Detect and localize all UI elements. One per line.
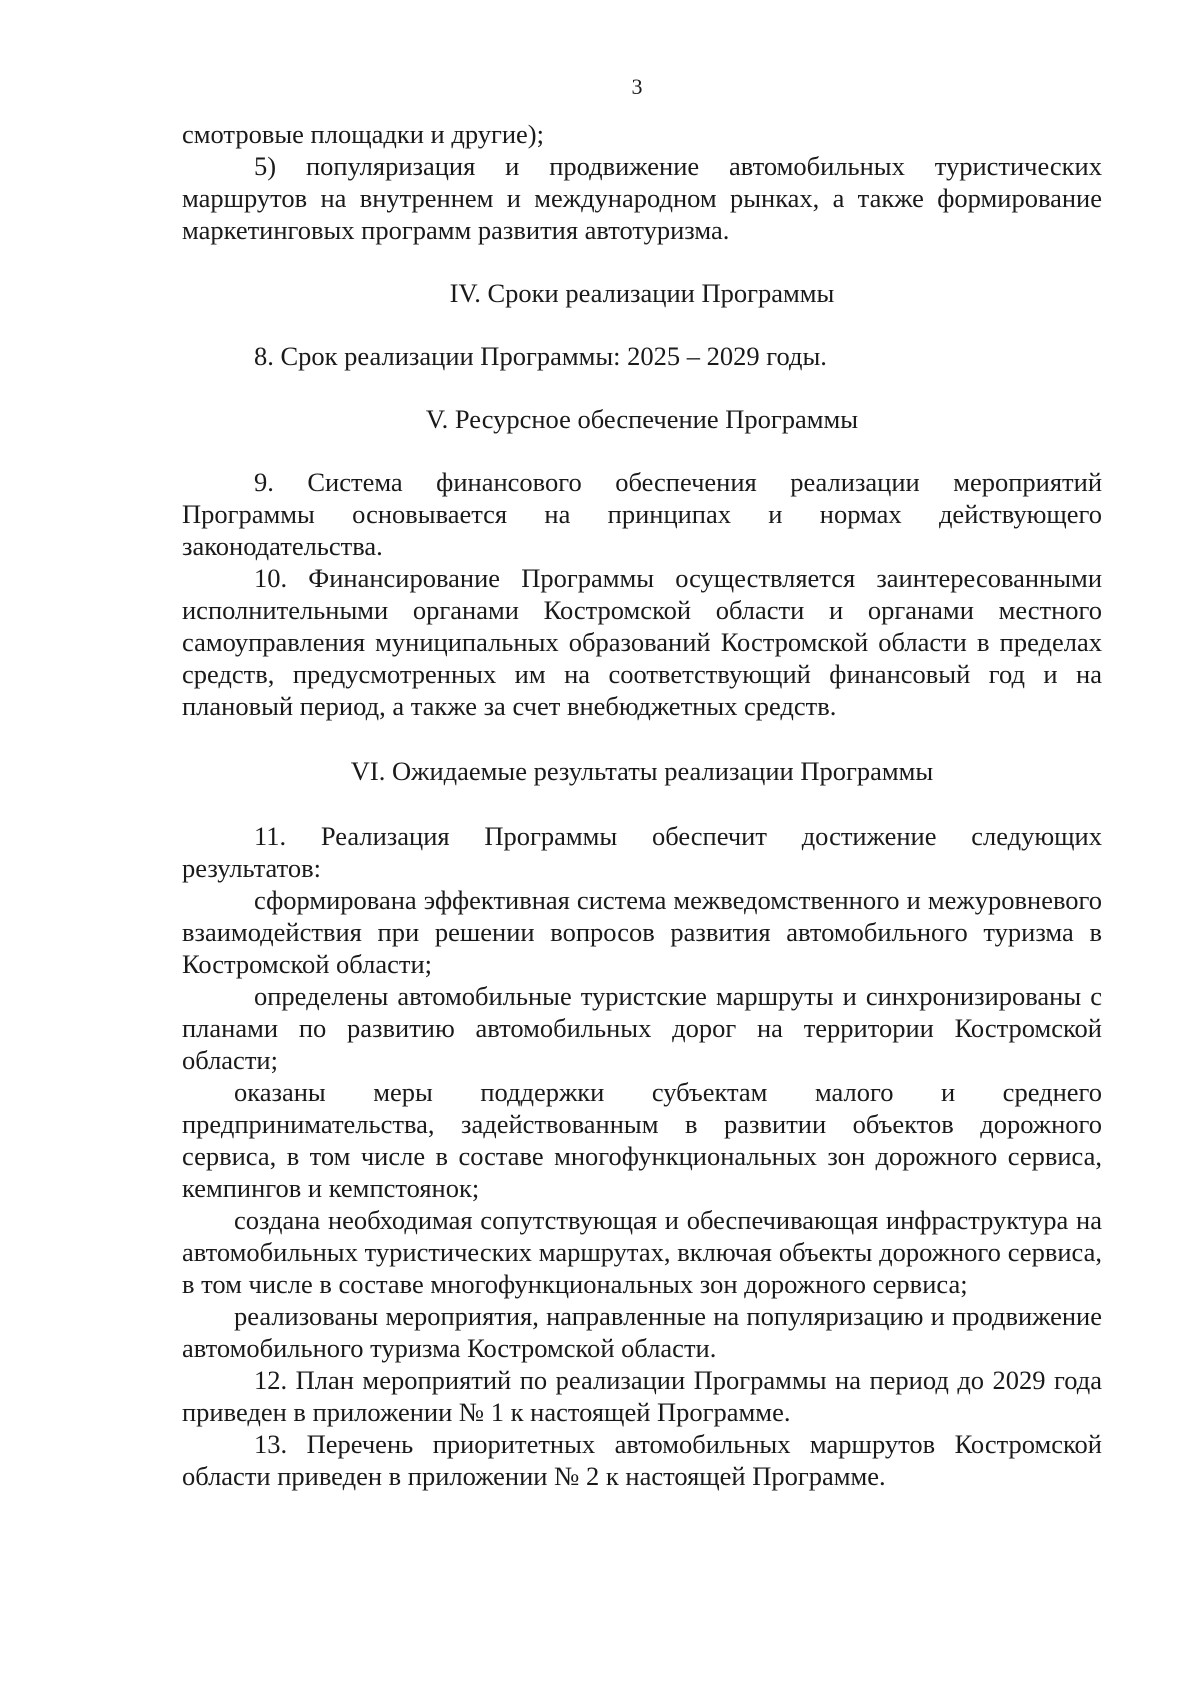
paragraph-continuation: смотровые площадки и другие);	[182, 119, 544, 149]
paragraph-11: 11. Реализация Программы обеспечит достижение следующих результатов:	[182, 821, 1102, 883]
paragraph-9: 9. Система финансового обеспечения реализации мероприятий Программы основывается на принципах и нормах действующего законодательства.	[182, 467, 1102, 561]
result-item: сформирована эффективная система межведомственного и межуровневого взаимодействия при решении вопросов развития автомобильного туризма в Костромской области;	[182, 885, 1102, 979]
result-item: реализованы мероприятия, направленные на популяризацию и продвижение автомобильного туризма Костромской области.	[182, 1301, 1102, 1363]
paragraph-13: 13. Перечень приоритетных автомобильных маршрутов Костромской области приведен в приложении № 2 к настоящей Программе.	[182, 1429, 1102, 1491]
document-body	[182, 118, 1102, 1492]
paragraph-8: 8. Срок реализации Программы: 2025 – 2029 годы.	[254, 341, 827, 371]
paragraph-10: 10. Финансирование Программы осуществляется заинтересованными исполнительными органами Костромской области и органами местного самоуправления муниципальных образований Костромской области в пределах средств, предусмотренных им на соответствующий финансовый год и на плановый период, а также за счет внебюджетных средств.	[182, 563, 1102, 721]
section-heading-vi: VI. Ожидаемые результаты реализации Программы	[350, 756, 934, 786]
paragraph-12: 12. План мероприятий по реализации Программы на период до 2029 года приведен в приложении № 1 к настоящей Программе.	[182, 1365, 1102, 1427]
result-item: создана необходимая сопутствующая и обеспечивающая инфраструктура на автомобильных туристических маршрутах, включая объекты дорожного сервиса, в том числе в составе многофункциональных зон дорожного сервиса;	[182, 1205, 1102, 1299]
result-item: определены автомобильные туристские маршруты и синхронизированы с планами по развитию автомобильных дорог на территории Костромской области;	[182, 981, 1102, 1075]
section-heading-iv: IV. Сроки реализации Программы	[449, 278, 835, 308]
page-number: 3	[631, 74, 643, 99]
result-item: оказаны меры поддержки субъектам малого и среднего предпринимательства, задействованным в развитии объектов дорожного сервиса, в том числе в составе многофункциональных зон дорожного сервиса, кемпингов и кемпстоянок;	[182, 1077, 1102, 1203]
list-item-5: 5) популяризация и продвижение автомобильных туристических маршрутов на внутреннем и международном рынках, а также формирование маркетинговых программ развития автотуризма.	[182, 151, 1102, 245]
section-heading-v: V. Ресурсное обеспечение Программы	[425, 404, 859, 434]
